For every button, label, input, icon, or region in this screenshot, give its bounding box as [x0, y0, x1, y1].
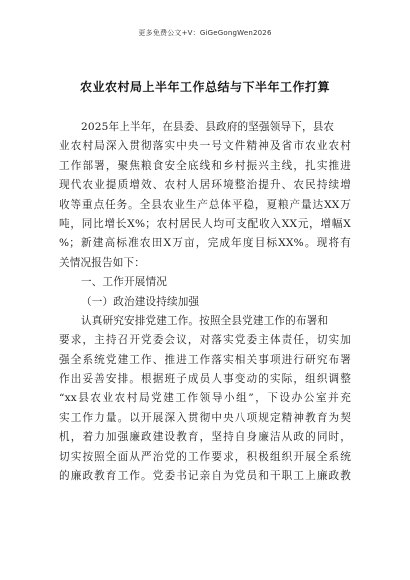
paragraph-line: 工作部署，聚焦粮食安全底线和乡村振兴主线，扎实推进 — [59, 159, 351, 172]
paragraph-line: “xx县农业农村局党建工作领导小组”，下设办公室并充 — [59, 392, 351, 405]
paragraph-line: 实工作力量。以开展深入贯彻中央八项规定精神教育为契 — [59, 411, 351, 424]
paragraph-line: %；新建高标准农田X万亩，完成年度目标XX%。现将有 — [59, 237, 351, 250]
paragraph-line: 现代农业提质增效、农村人居环境整治提升、农民持续增 — [59, 179, 351, 192]
paragraph-line: 收等重点任务。全县农业生产总体平稳，夏粮产量达XX万 — [59, 198, 351, 211]
paragraph-line: 认真研究安排党建工作。按照全县党建工作的布署和 — [81, 314, 329, 327]
paragraph-line: 要求，主持召开党委会议，对落实党委主体责任，切实加 — [59, 334, 351, 347]
paragraph-line: 强全系统党建工作、推进工作落实相关事项进行研究布署 — [59, 353, 351, 366]
paragraph-line: 业农村局深入贯彻落实中央一号文件精神及省市农业农村 — [59, 140, 351, 153]
document-title: 农业农村局上半年工作总结与下半年工作打算 — [79, 80, 330, 94]
paragraph-line: 机，着力加强廉政建设教育，坚持自身廉洁从政的同时， — [59, 431, 351, 444]
paragraph-line: 2025年上半年，在县委、县政府的坚强领导下，县农 — [81, 121, 335, 133]
paragraph-line: 的廉政教育工作。党委书记亲自为党员和干职工上廉政教 — [59, 470, 351, 483]
paragraph-line: 切实按照全面从严治党的工作要求，积极组织开展全系统 — [59, 450, 351, 463]
document-body — [59, 118, 351, 486]
header-note: 更多免费公文+V：GiGeGongWen2026 — [138, 29, 272, 37]
paragraph-line: 作出妥善安排。根据班子成员人事变动的实际，组织调整 — [59, 373, 351, 386]
subsection-heading: （一）政治建设持续加强 — [81, 295, 200, 308]
section-heading: 一、工作开展情况 — [81, 276, 167, 289]
paragraph-line: 关情况报告如下： — [59, 256, 145, 269]
paragraph-line: 吨，同比增长X%；农村居民人均可支配收入XX元，增幅X — [59, 217, 351, 230]
